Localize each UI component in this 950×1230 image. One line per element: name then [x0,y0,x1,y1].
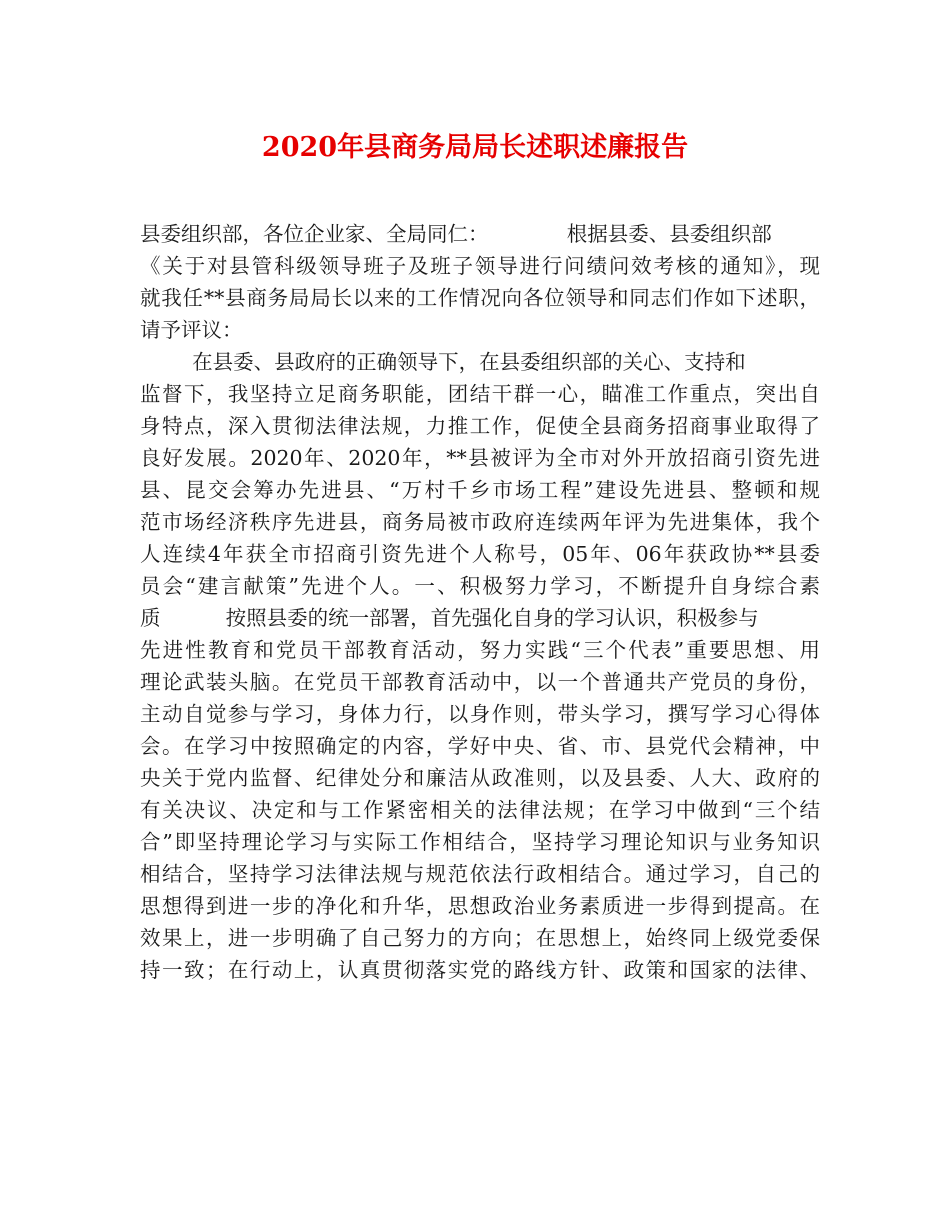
body-line: 相结合，坚持学习法律法规与规范依法行政相结合。通过学习，自己的 [140,862,820,886]
body-line: 县委组织部，各位企业家、全局同仁： 根据县委、县委组织部 [140,222,772,246]
body-line: 在县委、县政府的正确领导下，在县委组织部的关心、支持和 [140,350,746,374]
body-line: 央关于党内监督、纪律处分和廉洁从政准则，以及县委、人大、政府的 [140,766,820,790]
body-line: 主动自觉参与学习，身体力行，以身作则，带头学习，撰写学习心得体 [140,702,820,726]
body-line: 效果上，进一步明确了自己努力的方向；在思想上，始终同上级党委保 [140,926,820,950]
body-line: 范市场经济秩序先进县，商务局被市政府连续两年评为先进集体，我个 [140,510,820,534]
body-line: 请予评议： [140,318,243,342]
body-line: 先进性教育和党员干部教育活动，努力实践“三个代表”重要思想、用 [140,638,820,662]
body-line: 理论武装头脑。在党员干部教育活动中，以一个普通共产党员的身份， [140,670,820,694]
body-line: 《关于对县管科级领导班子及班子领导进行问绩问效考核的通知》，现 [140,254,820,278]
body-line: 员会“建言献策”先进个人。一、积极努力学习，不断提升自身综合素 [140,574,820,598]
body-line: 会。在学习中按照确定的内容，学好中央、省、市、县党代会精神，中 [140,734,820,758]
body-line: 持一致；在行动上，认真贯彻落实党的路线方针、政策和国家的法律、 [140,958,820,982]
body-line: 质 按照县委的统一部署，首先强化自身的学习认识，积极参与 [140,606,759,630]
body-line: 人连续4年获全市招商引资先进个人称号，05年、06年获政协**县委 [140,542,820,566]
document-body [140,218,820,986]
document-title: 2020年县商务局局长述职述廉报告 [261,132,689,163]
body-line: 身特点，深入贯彻法律法规，力推工作，促使全县商务招商事业取得了 [140,414,820,438]
body-line: 监督下，我坚持立足商务职能，团结干群一心，瞄准工作重点，突出自 [140,382,820,406]
body-line: 就我任**县商务局局长以来的工作情况向各位领导和同志们作如下述职， [140,286,820,310]
body-line: 县、昆交会筹办先进县、“万村千乡市场工程”建设先进县、整顿和规 [140,478,820,502]
body-line: 良好发展。2020年、2020年，**县被评为全市对外开放招商引资先进 [140,446,820,470]
body-line: 思想得到进一步的净化和升华，思想政治业务素质进一步得到提高。在 [140,894,820,918]
body-line: 合”即坚持理论学习与实际工作相结合，坚持学习理论知识与业务知识 [140,830,820,854]
body-line: 有关决议、决定和与工作紧密相关的法律法规；在学习中做到“三个结 [140,798,820,822]
